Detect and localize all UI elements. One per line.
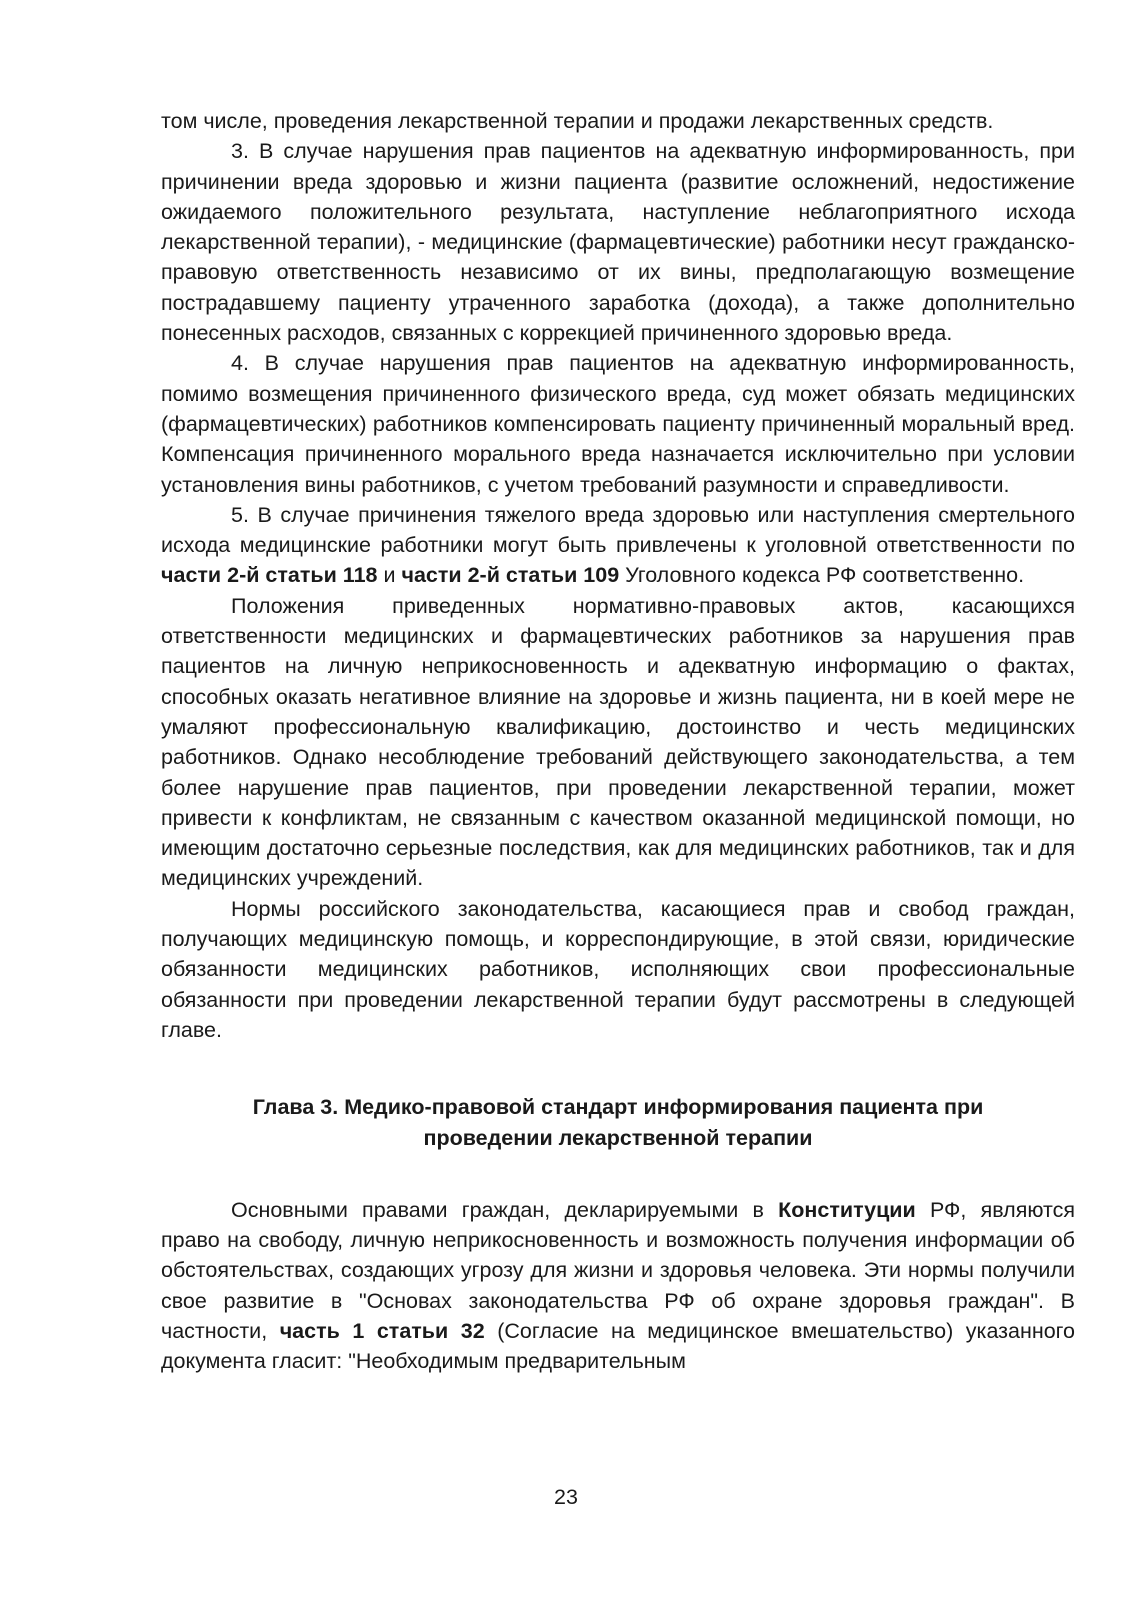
chapter-title: Глава 3. Медико-правовой стандарт информирования пациента при проведении лекарственной терапии — [252, 1095, 984, 1150]
text-run: Уголовного кодекса РФ соответственно. — [619, 563, 1025, 588]
text-run: Основными правами граждан, декларируемыми в — [231, 1197, 779, 1222]
text-run: том числе, проведения лекарственной терапии и продажи лекарственных средств. — [161, 109, 994, 133]
paragraph — [161, 894, 1075, 1045]
paragraph — [161, 500, 1075, 591]
paragraph — [161, 136, 1075, 348]
paragraph — [161, 348, 1075, 499]
body-text-before-chapter — [161, 106, 1075, 1045]
text-run: 5. В случае причинения тяжелого вреда здоровью или наступления смертельного исхода медицинские работники могут быть привлечены к уголовной ответственности по — [161, 502, 1075, 558]
text-run: (Согласие на медицинское вмешательство) указанного документа гласит: "Необходимым предварительным — [161, 1318, 1075, 1374]
bold-reference: часть 1 статьи 32 — [279, 1318, 485, 1343]
bold-reference: части 2-й статьи 118 — [161, 563, 378, 588]
page-number: 23 — [554, 1485, 578, 1509]
document-page — [161, 106, 1075, 1377]
paragraph — [161, 1195, 1075, 1377]
bold-reference: части 2-й статьи 109 — [401, 563, 620, 588]
paragraph — [161, 591, 1075, 894]
bold-reference: Конституции — [778, 1197, 916, 1222]
text-run: 3. В случае нарушения прав пациентов на адекватную информированность, при причинении вреда здоровью и жизни пациента (развитие осложнений, недостижение ожидаемого положительного результата, наступление неблагоприятного исхода лекарственной терапии), - медицинские (фармацевтические) работники несут гражданско-правовую ответственность независимо от их вины, предполагающую возмещение пострадавшему пациенту утраченного заработка (дохода), а также дополнительно понесенных расходов, связанных с коррекцией причиненного здоровью вреда. — [161, 139, 1075, 346]
text-run: и — [377, 563, 402, 588]
text-run: 4. В случае нарушения прав пациентов на адекватную информированность, помимо возмещения причиненного физического вреда, суд может обязать медицинских (фармацевтических) работников компенсировать пациенту причиненный моральный вред. Компенсация причиненного морального вреда назначается исключительно при условии установления вины работников, с учетом требований разумности и справедливости. — [161, 351, 1075, 497]
body-text-after-chapter — [161, 1195, 1075, 1377]
paragraph — [161, 106, 1075, 136]
text-run: Нормы российского законодательства, касающиеся прав и свобод граждан, получающих медицинскую помощь, и корреспондирующие, в этой связи, юридические обязанности медицинских работников, исполняющих свои профессиональные обязанности при проведении лекарственной терапии будут рассмотрены в следующей главе. — [161, 896, 1075, 1042]
text-run: Положения приведенных нормативно-правовых актов, касающихся ответственности медицинских и фармацевтических работников за нарушения прав пациентов на личную неприкосновенность и адекватную информацию о фактах, способных оказать негативное влияние на здоровье и жизнь пациента, ни в коей мере не умаляют профессиональную квалификацию, достоинство и честь медицинских работников. Однако несоблюдение требований действующего законодательства, а тем более нарушение прав пациентов, при проведении лекарственной терапии, может привести к конфликтам, не связанным с качеством оказанной медицинской помощи, но имеющим достаточно серьезные последствия, как для медицинских работников, так и для медицинских учреждений. — [161, 593, 1075, 891]
text-run: РФ, являются право на свободу, личную неприкосновенность и возможность получения информации об обстоятельствах, создающих угрозу для жизни и здоровья человека. Эти нормы получили свое развитие в "Основах законодательства РФ об охране здоровья граждан". В частности, — [161, 1197, 1075, 1343]
